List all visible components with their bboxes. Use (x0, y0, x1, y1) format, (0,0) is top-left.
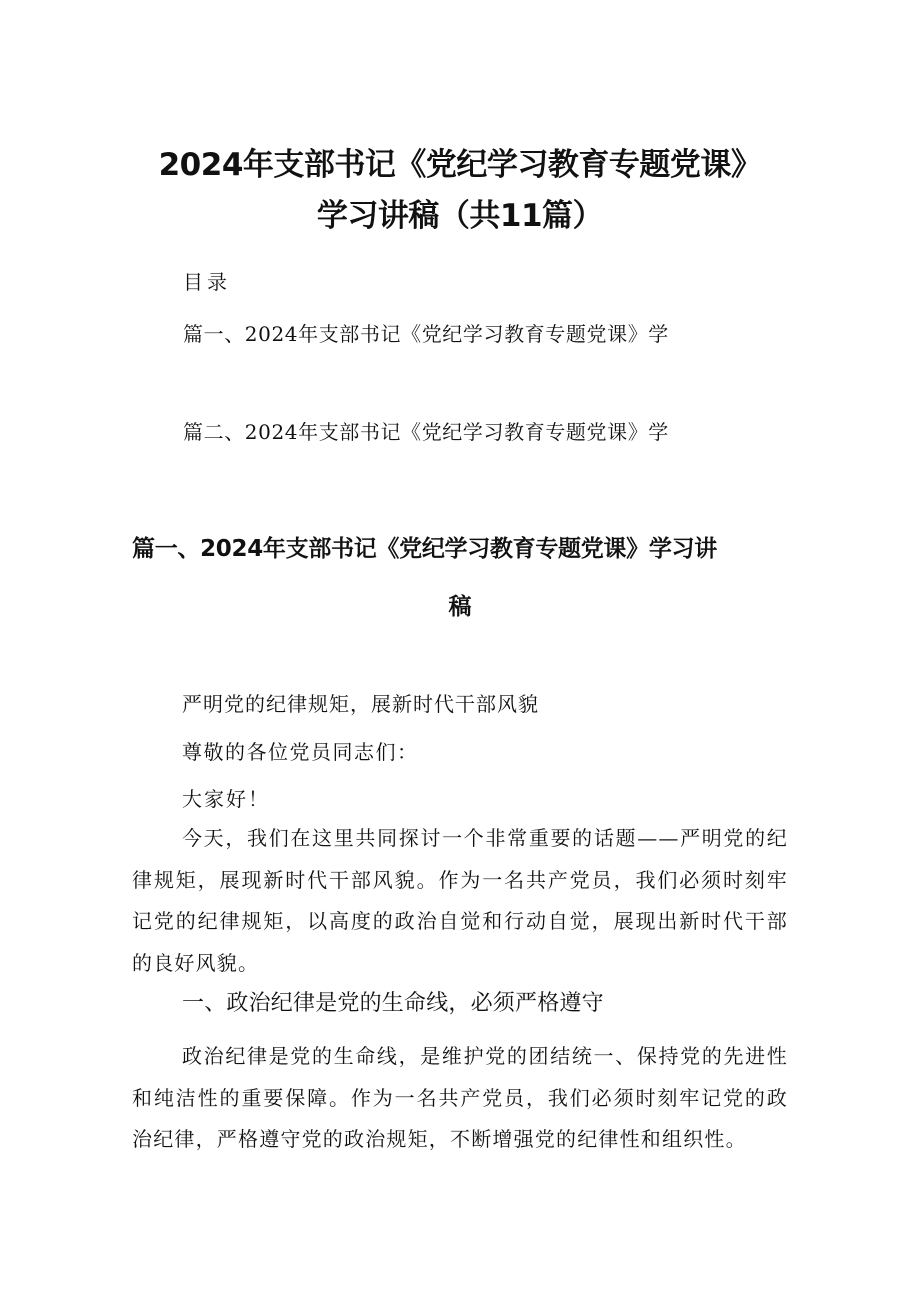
speech-subtitle: 严明党的纪律规矩，展新时代干部风貌 (182, 692, 539, 716)
section-title-line1: 篇一、2024年支部书记《党纪学习教育专题党课》学习讲 (132, 536, 717, 562)
greeting: 尊敬的各位党员同志们： (182, 740, 419, 764)
hello-line: 大家好！ (182, 787, 270, 811)
body-paragraph: 政治纪律是党的生命线，是维护党的团结统一、保持党的先进性和纯洁性的重要保障。作为一名共产党员，我们必须时刻牢记党的政治纪律，严格遵守党的政治规矩，不断增强党的纪律性和组织性。 (132, 1044, 788, 1151)
body-paragraph: 今天，我们在这里共同探讨一个非常重要的话题——严明党的纪律规矩，展现新时代干部风貌。作为一名共产党员，我们必须时刻牢记党的纪律规矩，以高度的政治自觉和行动自觉，展现出新时代干部的良好风貌。 (132, 826, 788, 975)
section-heading: 一、政治纪律是党的生命线，必须严格遵守 (182, 991, 604, 1016)
section-title-line2: 稿 (448, 594, 472, 620)
document-title-line1: 2024年支部书记《党纪学习教育专题党课》 (158, 147, 762, 183)
toc-label: 目录 (183, 270, 231, 294)
toc-item: 篇二、2024年支部书记《党纪学习教育专题党课》学 (183, 420, 669, 444)
toc-item: 篇一、2024年支部书记《党纪学习教育专题党课》学 (183, 322, 669, 346)
document-title-line2: 学习讲稿（共11篇） (316, 198, 604, 234)
